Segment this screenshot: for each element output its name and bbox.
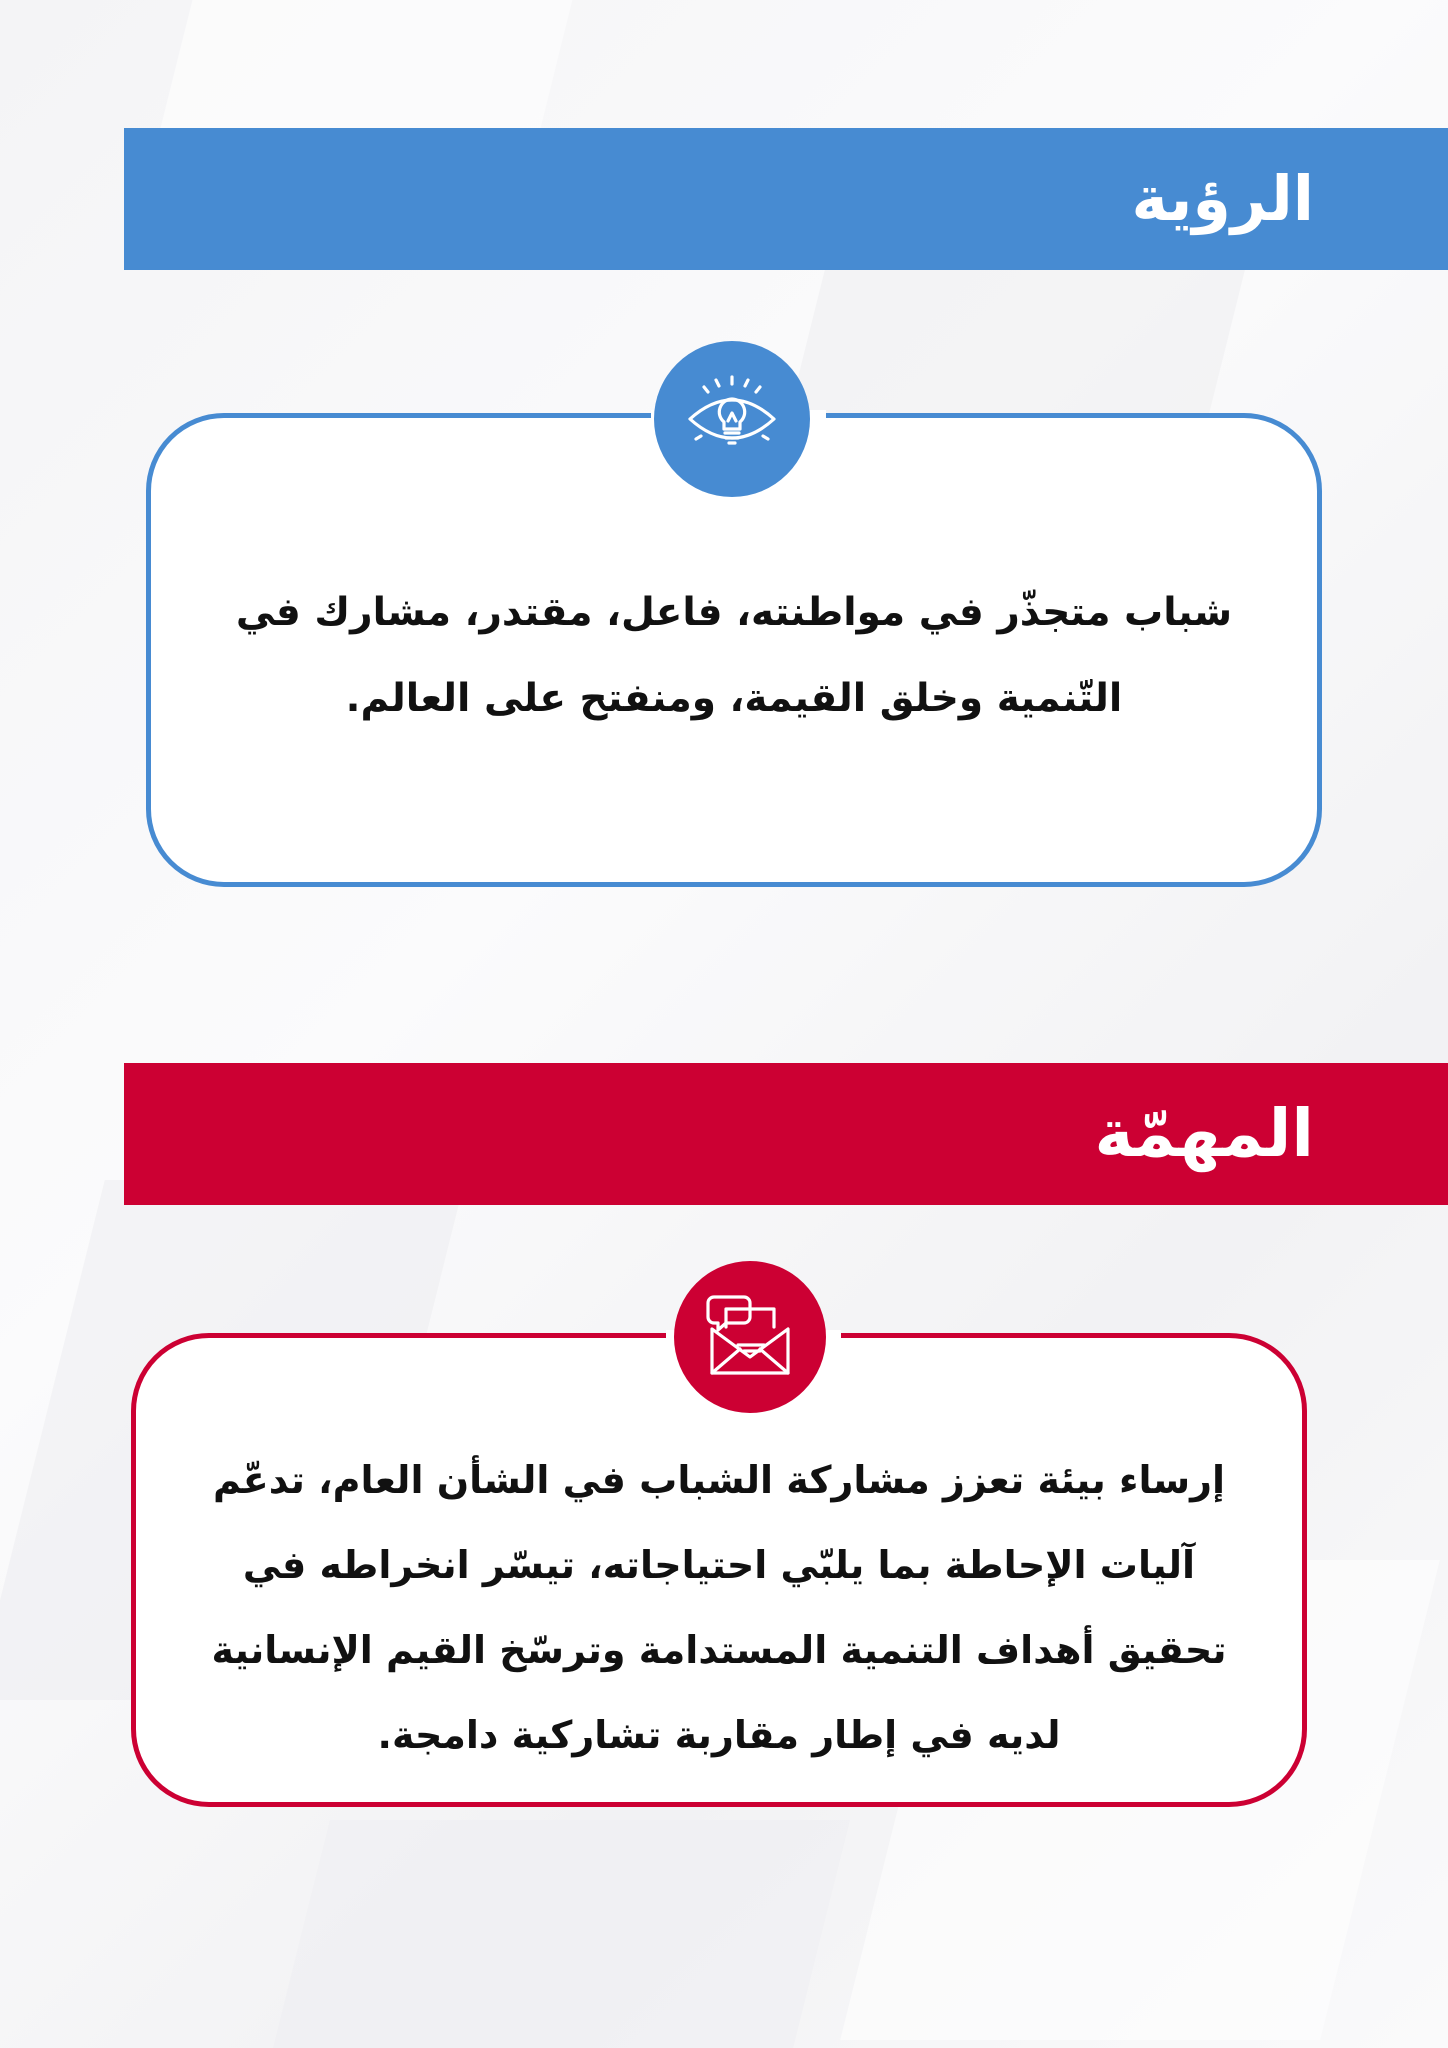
- vision-text-line: التّنمية وخلق القيمة، ومنفتح على العالم.: [345, 676, 1123, 721]
- background-pane: [270, 1820, 850, 2048]
- mission-text-line: لديه في إطار مقاربة تشاركية دامجة.: [377, 1713, 1061, 1757]
- mission-text-line: تحقيق أهداف التنمية المستدامة وترسّخ القيم الإنسانية: [211, 1628, 1227, 1672]
- vision-text-line: شباب متجذّر في مواطنته، فاعل، مقتدر، مشارك في: [235, 590, 1233, 635]
- vision-icon-badge: [654, 341, 810, 497]
- eye-lightbulb-icon: [682, 369, 782, 469]
- vision-text: [211, 570, 1257, 742]
- mission-text-line: آليات الإحاطة بما يلبّي احتياجاته، تيسّر انخراطه في: [242, 1543, 1196, 1587]
- envelope-chat-icon: [700, 1287, 800, 1387]
- mission-title: المهمّة: [1094, 1095, 1314, 1172]
- mission-text: [196, 1438, 1242, 1778]
- mission-text-line: إرساء بيئة تعزز مشاركة الشباب في الشأن العام، تدعّم: [212, 1458, 1226, 1502]
- vision-banner: [124, 128, 1448, 270]
- mission-icon-badge: [674, 1261, 826, 1413]
- vision-title: الرؤية: [1131, 162, 1314, 235]
- mission-banner: [124, 1063, 1448, 1205]
